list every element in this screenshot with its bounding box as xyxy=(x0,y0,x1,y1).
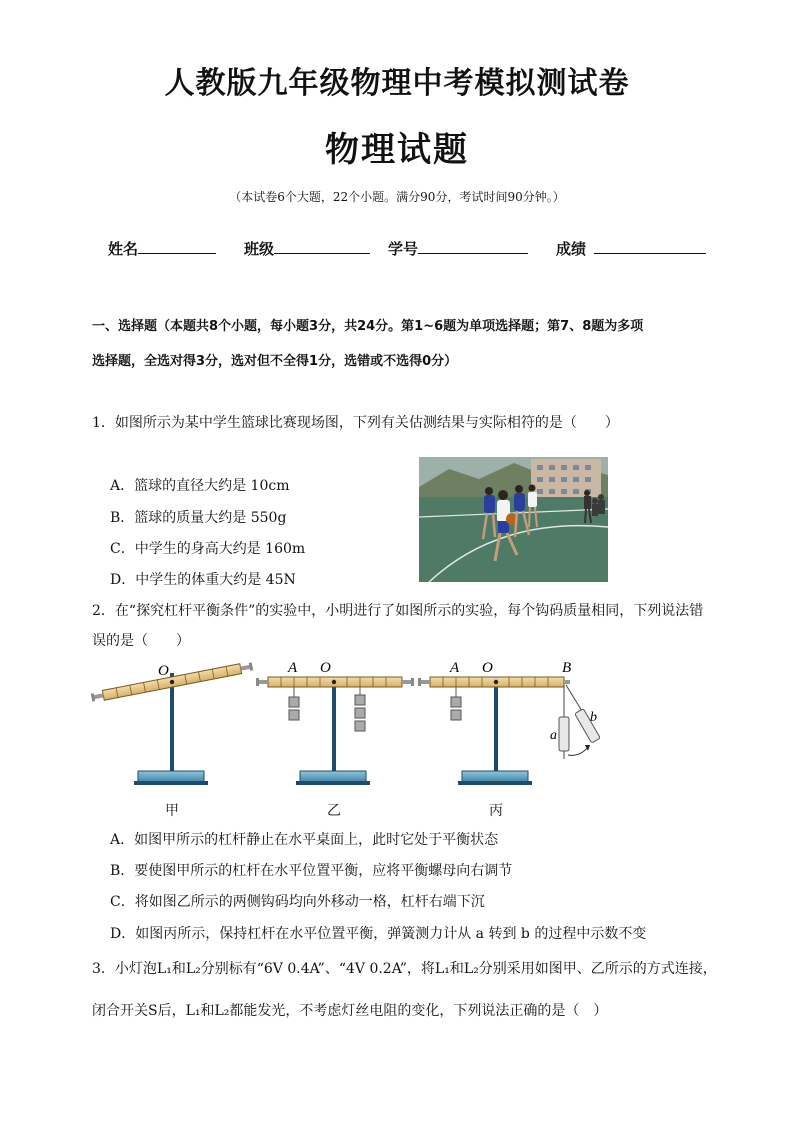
score-blank[interactable] xyxy=(594,239,706,254)
exam-title: 人教版九年级物理中考模拟测试卷 xyxy=(164,66,630,101)
exam-subtitle: 物理试题 xyxy=(325,130,469,170)
lever-figure-bing xyxy=(418,660,600,785)
q2-stem-line2: 误的是（ ） xyxy=(92,633,190,649)
yi-label-a: A xyxy=(288,660,298,676)
yi-label-o: O xyxy=(320,660,331,676)
bing-label-a: A xyxy=(450,660,460,676)
student-id-label: 学号 xyxy=(388,240,419,258)
figure-caption-yi: 乙 xyxy=(327,803,341,819)
basketball-scene-image xyxy=(419,457,608,582)
class-label: 班级 xyxy=(244,240,275,258)
class-field[interactable] xyxy=(244,238,370,259)
section1-line1: 一、选择题（本题共8个小题，每小题3分，共24分。第1~6题为单项选择题；第7、8题为多项 xyxy=(92,319,644,334)
lever-experiment-figure xyxy=(88,655,628,800)
q3-line1: 3．小灯泡L₁和L₂分别标有“6V 0.4A”、“4V 0.2A”，将L₁和L₂分别采用如图甲、乙所示的方式连接， xyxy=(92,961,717,977)
figure-caption-jia: 甲 xyxy=(165,803,179,819)
student-id-blank[interactable] xyxy=(418,239,528,254)
q1-option-a[interactable]: A．篮球的直径大约是 10cm xyxy=(110,478,290,494)
q1-option-c[interactable]: C．中学生的身高大约是 160m xyxy=(110,541,306,557)
q1-option-d[interactable]: D．中学生的体重大约是 45N xyxy=(110,572,296,588)
student-id-field[interactable] xyxy=(388,238,528,259)
bing-label-b-scale: b xyxy=(590,710,597,725)
jia-label-o: O xyxy=(158,663,169,679)
exam-note: （本试卷6个大题，22个小题。满分90分，考试时间90分钟。） xyxy=(229,190,565,204)
name-field[interactable] xyxy=(108,238,216,259)
score-label: 成绩 xyxy=(556,240,587,258)
q2-option-c[interactable]: C．将如图乙所示的两侧钩码均向外移动一格，杠杆右端下沉 xyxy=(110,894,485,910)
lever-figure-yi xyxy=(256,660,414,785)
q2-stem-line1: 2．在“探究杠杆平衡条件”的实验中，小明进行了如图所示的实验，每个钩码质量相同，下列说法错 xyxy=(92,603,704,619)
figure-caption-bing: 丙 xyxy=(489,803,503,819)
bing-label-a-scale: a xyxy=(550,728,557,743)
q2-option-a[interactable]: A．如图甲所示的杠杆静止在水平桌面上，此时它处于平衡状态 xyxy=(110,832,499,848)
q1-option-b[interactable]: B．篮球的质量大约是 550g xyxy=(110,510,287,526)
section1-line2: 选择题，全选对得3分，选对但不全得1分，选错或不选得0分） xyxy=(92,354,458,369)
score-field[interactable] xyxy=(556,238,706,259)
bing-label-b: B xyxy=(562,660,572,676)
q2-option-d[interactable]: D．如图丙所示，保持杠杆在水平位置平衡，弹簧测力计从 a 转到 b 的过程中示数不变 xyxy=(110,926,647,942)
bing-label-o: O xyxy=(482,660,493,676)
name-label: 姓名 xyxy=(108,240,139,258)
q2-option-b[interactable]: B．要使图甲所示的杠杆在水平位置平衡，应将平衡螺母向右调节 xyxy=(110,863,513,879)
name-blank[interactable] xyxy=(138,239,216,254)
lever-figure-jia xyxy=(91,661,254,785)
class-blank[interactable] xyxy=(274,239,370,254)
basketball-photo xyxy=(419,457,608,582)
q1-stem: 1．如图所示为某中学生篮球比赛现场图，下列有关估测结果与实际相符的是（ ） xyxy=(92,415,619,431)
q3-line2: 闭合开关S后，L₁和L₂都能发光，不考虑灯丝电阻的变化，下列说法正确的是（ ） xyxy=(92,1003,608,1019)
